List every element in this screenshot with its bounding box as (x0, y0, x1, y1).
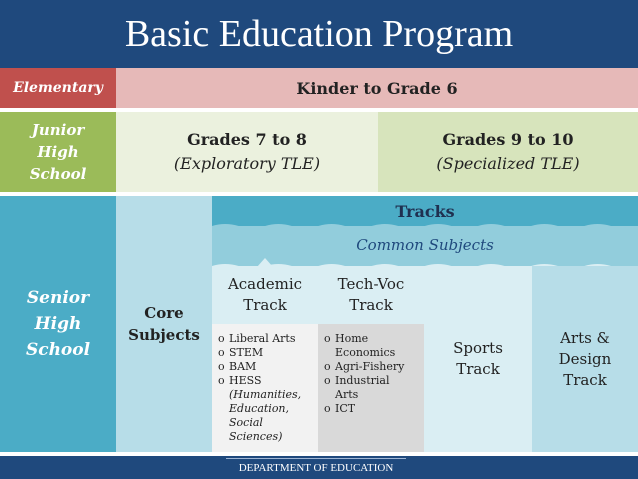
core-subjects-box (116, 196, 212, 452)
elementary-grades: Kinder to Grade 6 (116, 68, 638, 108)
track-title-line: Sports (453, 339, 503, 357)
tracks-heading: Tracks (395, 201, 455, 221)
label-line: School (25, 340, 91, 360)
label-line: School (29, 165, 87, 183)
grades-9-10-subtitle: (Specialized TLE) (436, 154, 580, 173)
track-title-line: Track (243, 296, 287, 314)
grades-7-8-subtitle: (Exploratory TLE) (173, 154, 321, 173)
list-item: o Agri-Fishery (324, 360, 405, 373)
academic-track-header (212, 266, 318, 324)
core-line: Subjects (128, 326, 200, 344)
senior-high-label (0, 196, 116, 452)
footer-text: DEPARTMENT OF EDUCATION (238, 461, 394, 474)
academic-pointer-icon (257, 258, 273, 267)
hess-detail-line: Social (229, 416, 263, 429)
academic-strands-list (212, 324, 318, 452)
arts-design-track-box (532, 266, 638, 452)
track-title-line: Arts & (560, 328, 610, 347)
list-item: o ICT (324, 402, 356, 415)
common-subjects-heading: Common Subjects (356, 236, 494, 254)
track-title-line: Academic (227, 275, 303, 293)
track-title-line: Design (558, 349, 612, 368)
list-item: o Industrial Arts (324, 374, 390, 401)
hess-detail-line: (Humanities, (229, 388, 302, 401)
elementary-label: Elementary (0, 68, 116, 108)
junior-high-label (0, 112, 116, 192)
track-title-line: Track (563, 370, 607, 389)
list-item: o STEM (218, 346, 264, 359)
list-item: o Home Economics (324, 332, 396, 359)
techvoc-strands-list (318, 324, 424, 452)
label-line: High (37, 143, 79, 161)
track-title-line: Track (349, 296, 393, 314)
grades-7-8-box (116, 112, 378, 192)
hess-detail-line: Sciences) (229, 430, 283, 443)
list-item: o Liberal Arts (218, 332, 296, 345)
track-title-line: Tech-Voc (337, 275, 405, 293)
label-line: Junior (31, 121, 85, 139)
label-line: High (34, 314, 82, 334)
hess-detail-line: Education, (229, 402, 290, 415)
core-line: Core (144, 304, 184, 322)
grades-9-10-title: Grades 9 to 10 (442, 130, 574, 149)
techvoc-track-header (318, 266, 424, 324)
grades-9-10-box (378, 112, 638, 192)
sports-track-box (424, 266, 532, 452)
grades-7-8-title: Grades 7 to 8 (187, 130, 307, 149)
page-title: Basic Education Program (0, 0, 638, 68)
label-line: Senior (26, 288, 90, 308)
track-title-line: Track (456, 360, 500, 378)
list-item: o HESS (Humanities, Education, Social Sciences) (218, 374, 302, 443)
list-item: o BAM (218, 360, 257, 373)
